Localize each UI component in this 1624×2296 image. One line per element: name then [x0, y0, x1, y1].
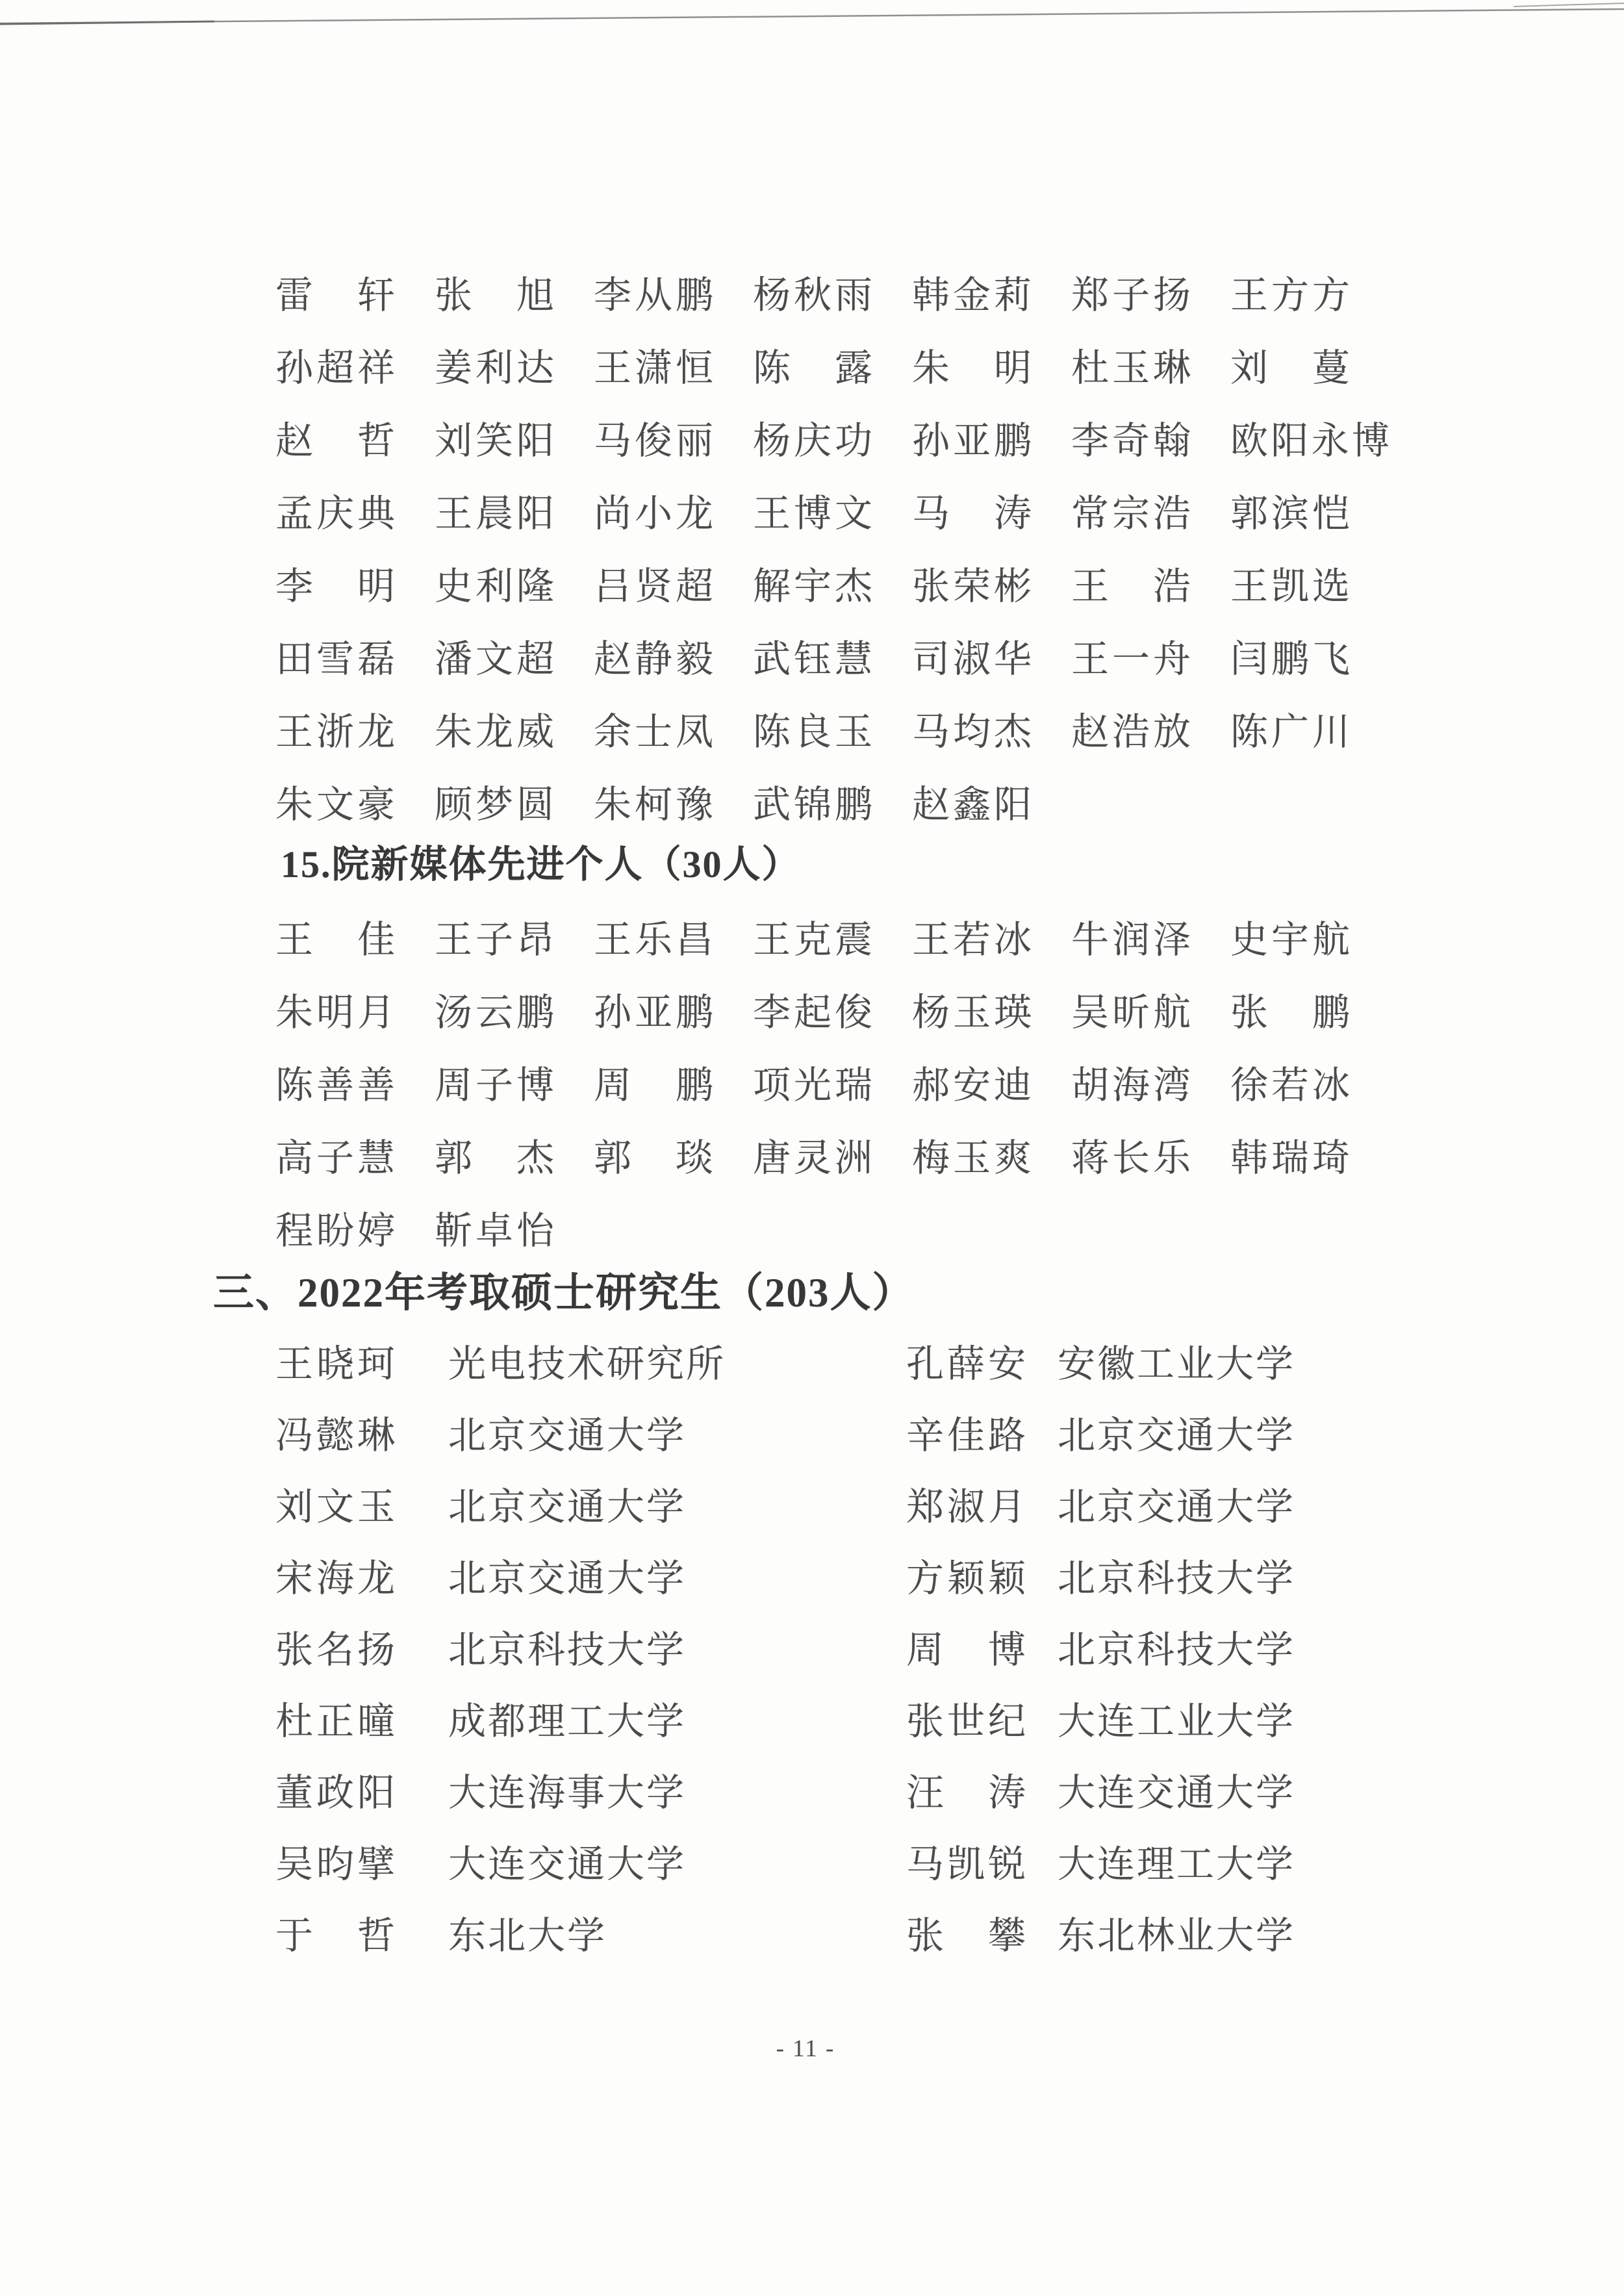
graduate-name: 于哲: [275, 1915, 395, 1957]
graduate-name: 辛佳路: [906, 1414, 1026, 1457]
person-name: 杨秋雨: [753, 274, 872, 316]
person-name: 周子博: [435, 1064, 554, 1106]
person-name: 朱明月: [275, 991, 395, 1034]
person-name: 武锦鹏: [753, 784, 872, 826]
person-name: 梅玉爽: [912, 1137, 1032, 1179]
person-name: 蒋长乐: [1071, 1137, 1191, 1179]
person-name: 张鹏: [1230, 991, 1350, 1034]
person-name: 闫鹏飞: [1230, 638, 1350, 680]
name-row: [275, 478, 1575, 550]
graduate-name: 杜正曈: [275, 1700, 395, 1742]
person-name: 王乐昌: [594, 919, 713, 961]
graduate-row: [275, 1686, 1575, 1757]
person-name: 郭琰: [594, 1137, 713, 1179]
person-name: 王克震: [753, 919, 872, 961]
person-name: 杨玉瑛: [912, 991, 1032, 1034]
person-name: 尚小龙: [594, 492, 713, 535]
graduate-name: 汪涛: [906, 1772, 1026, 1814]
person-name: 田雪磊: [275, 638, 395, 680]
person-name: 赵哲: [275, 420, 395, 462]
page-number: - 11 -: [776, 2035, 835, 2062]
graduate-school: 东北大学: [448, 1915, 607, 1957]
person-name: 陈广川: [1230, 711, 1350, 753]
graduate-name: 董政阳: [275, 1772, 395, 1814]
person-name: 孙亚鹏: [912, 420, 1032, 462]
person-name: 陈良玉: [753, 711, 872, 753]
graduate-name: 冯懿琳: [275, 1414, 395, 1457]
person-name: 韩金莉: [912, 274, 1032, 316]
person-name: 周鹏: [594, 1064, 713, 1106]
name-row: [275, 623, 1575, 696]
person-name: 郭滨恺: [1230, 492, 1350, 535]
name-row: [275, 904, 1575, 976]
person-name: 韩瑞琦: [1230, 1137, 1350, 1179]
graduate-row: [275, 1829, 1575, 1900]
graduate-school: 北京科技大学: [1058, 1557, 1296, 1600]
person-name: 王浙龙: [275, 711, 395, 753]
graduate-school: 大连理工大学: [1058, 1843, 1296, 1885]
person-name: 王一舟: [1071, 638, 1191, 680]
graduate-school: 大连交通大学: [1058, 1772, 1296, 1814]
person-name: 郑子扬: [1071, 274, 1191, 316]
person-name: 朱龙威: [435, 711, 554, 753]
person-name: 吴昕航: [1071, 991, 1191, 1034]
person-name: 李起俊: [753, 991, 872, 1034]
person-name: 武钰慧: [753, 638, 872, 680]
name-row: [275, 332, 1575, 405]
person-name: 王浩: [1071, 565, 1191, 607]
person-name: 常宗浩: [1071, 492, 1191, 535]
graduate-school: 北京科技大学: [448, 1629, 687, 1671]
person-name: 王若冰: [912, 919, 1032, 961]
person-name: 姜利达: [435, 347, 554, 389]
graduate-name: 张攀: [906, 1915, 1026, 1957]
person-name: 牛润泽: [1071, 919, 1191, 961]
person-name: 马均杰: [912, 711, 1032, 753]
graduate-name: 宋海龙: [275, 1557, 395, 1600]
graduate-name: 张世纪: [906, 1700, 1026, 1742]
graduate-name: 刘文玉: [275, 1486, 395, 1528]
graduate-name: 马凯锐: [906, 1843, 1026, 1885]
person-name: 欧阳永博: [1230, 420, 1389, 462]
graduate-school: 大连工业大学: [1058, 1700, 1296, 1742]
name-row: [275, 405, 1575, 478]
person-name: 郝安迪: [912, 1064, 1032, 1106]
person-name: 朱柯豫: [594, 784, 713, 826]
person-name: 解宇杰: [753, 565, 872, 607]
person-name: 李明: [275, 565, 395, 607]
person-name: 杨庆功: [753, 420, 872, 462]
name-row: [275, 259, 1575, 332]
person-name: 吕贤超: [594, 565, 713, 607]
graduate-school: 东北林业大学: [1058, 1915, 1296, 1957]
name-row: [275, 550, 1575, 623]
person-name: 陈善善: [275, 1064, 395, 1106]
person-name: 史宇航: [1230, 919, 1350, 961]
person-name: 赵静毅: [594, 638, 713, 680]
section15-name-block: [275, 904, 1575, 1268]
person-name: 赵鑫阳: [912, 784, 1032, 826]
person-name: 高子慧: [275, 1137, 395, 1179]
person-name: 张荣彬: [912, 565, 1032, 607]
person-name: 王晨阳: [435, 492, 554, 535]
graduate-row: [275, 1900, 1575, 1972]
person-name: 李从鹏: [594, 274, 713, 316]
graduate-school: 大连交通大学: [448, 1843, 687, 1885]
graduate-row: [275, 1472, 1575, 1543]
name-row: [275, 769, 1575, 841]
person-name: 王佳: [275, 919, 395, 961]
person-name: 马俊丽: [594, 420, 713, 462]
person-name: 汤云鹏: [435, 991, 554, 1034]
person-name: 项光瑞: [753, 1064, 872, 1106]
graduate-school: 安徽工业大学: [1058, 1343, 1296, 1385]
person-name: 王方方: [1230, 274, 1350, 316]
person-name: 马涛: [912, 492, 1032, 535]
person-name: 王子昂: [435, 919, 554, 961]
graduate-school: 成都理工大学: [448, 1700, 687, 1742]
graduate-section-heading: 三、2022年考取硕士研究生（203人）: [213, 1270, 915, 1316]
name-row: [275, 1122, 1575, 1195]
person-name: 司淑华: [912, 638, 1032, 680]
person-name: 潘文超: [435, 638, 554, 680]
name-row: [275, 1049, 1575, 1122]
graduate-school: 北京科技大学: [1058, 1629, 1296, 1671]
graduate-row: [275, 1614, 1575, 1686]
person-name: 唐灵洲: [753, 1137, 872, 1179]
graduate-name: 张名扬: [275, 1629, 395, 1671]
graduate-list-block: [275, 1329, 1575, 1972]
person-name: 朱明: [912, 347, 1032, 389]
graduate-school: 北京交通大学: [448, 1486, 687, 1528]
graduate-name: 吴昀擘: [275, 1843, 395, 1885]
graduate-row: [275, 1543, 1575, 1614]
graduate-name: 郑淑月: [906, 1486, 1026, 1528]
graduate-name: 王晓珂: [275, 1343, 395, 1385]
name-row: [275, 976, 1575, 1049]
person-name: 王博文: [753, 492, 872, 535]
person-name: 程盼婷: [275, 1210, 395, 1252]
person-name: 史利隆: [435, 565, 554, 607]
graduate-school: 光电技术研究所: [448, 1343, 726, 1385]
graduate-school: 北京交通大学: [448, 1557, 687, 1600]
person-name: 朱文豪: [275, 784, 395, 826]
person-name: 赵浩放: [1071, 711, 1191, 753]
person-name: 陈露: [753, 347, 872, 389]
graduate-school: 北京交通大学: [1058, 1414, 1296, 1457]
continued-name-block: [275, 259, 1575, 841]
person-name: 王凯选: [1230, 565, 1350, 607]
person-name: 徐若冰: [1230, 1064, 1350, 1106]
person-name: 孟庆典: [275, 492, 395, 535]
person-name: 顾梦圆: [435, 784, 554, 826]
person-name: 雷轩: [275, 274, 395, 316]
person-name: 胡海湾: [1071, 1064, 1191, 1106]
person-name: 王潇恒: [594, 347, 713, 389]
graduate-row: [275, 1329, 1575, 1400]
person-name: 刘笑阳: [435, 420, 554, 462]
person-name: 孙亚鹏: [594, 991, 713, 1034]
scan-artifact-line: [0, 0, 1624, 52]
name-row: [275, 1195, 1575, 1268]
person-name: 刘蔓: [1230, 347, 1350, 389]
person-name: 郭杰: [435, 1137, 554, 1179]
person-name: 靳卓怡: [435, 1210, 554, 1252]
graduate-name: 周博: [906, 1629, 1026, 1671]
graduate-row: [275, 1757, 1575, 1829]
graduate-name: 孔薛安: [906, 1343, 1026, 1385]
graduate-school: 大连海事大学: [448, 1772, 687, 1814]
graduate-school: 北京交通大学: [1058, 1486, 1296, 1528]
person-name: 孙超祥: [275, 347, 395, 389]
graduate-row: [275, 1400, 1575, 1472]
person-name: 杜玉琳: [1071, 347, 1191, 389]
person-name: 张旭: [435, 274, 554, 316]
name-row: [275, 696, 1575, 769]
graduate-school: 北京交通大学: [448, 1414, 687, 1457]
section-15-heading: 15.院新媒体先进个人（30人）: [281, 843, 801, 886]
graduate-name: 方颖颖: [906, 1557, 1026, 1600]
person-name: 李奇翰: [1071, 420, 1191, 462]
person-name: 余士凤: [594, 711, 713, 753]
